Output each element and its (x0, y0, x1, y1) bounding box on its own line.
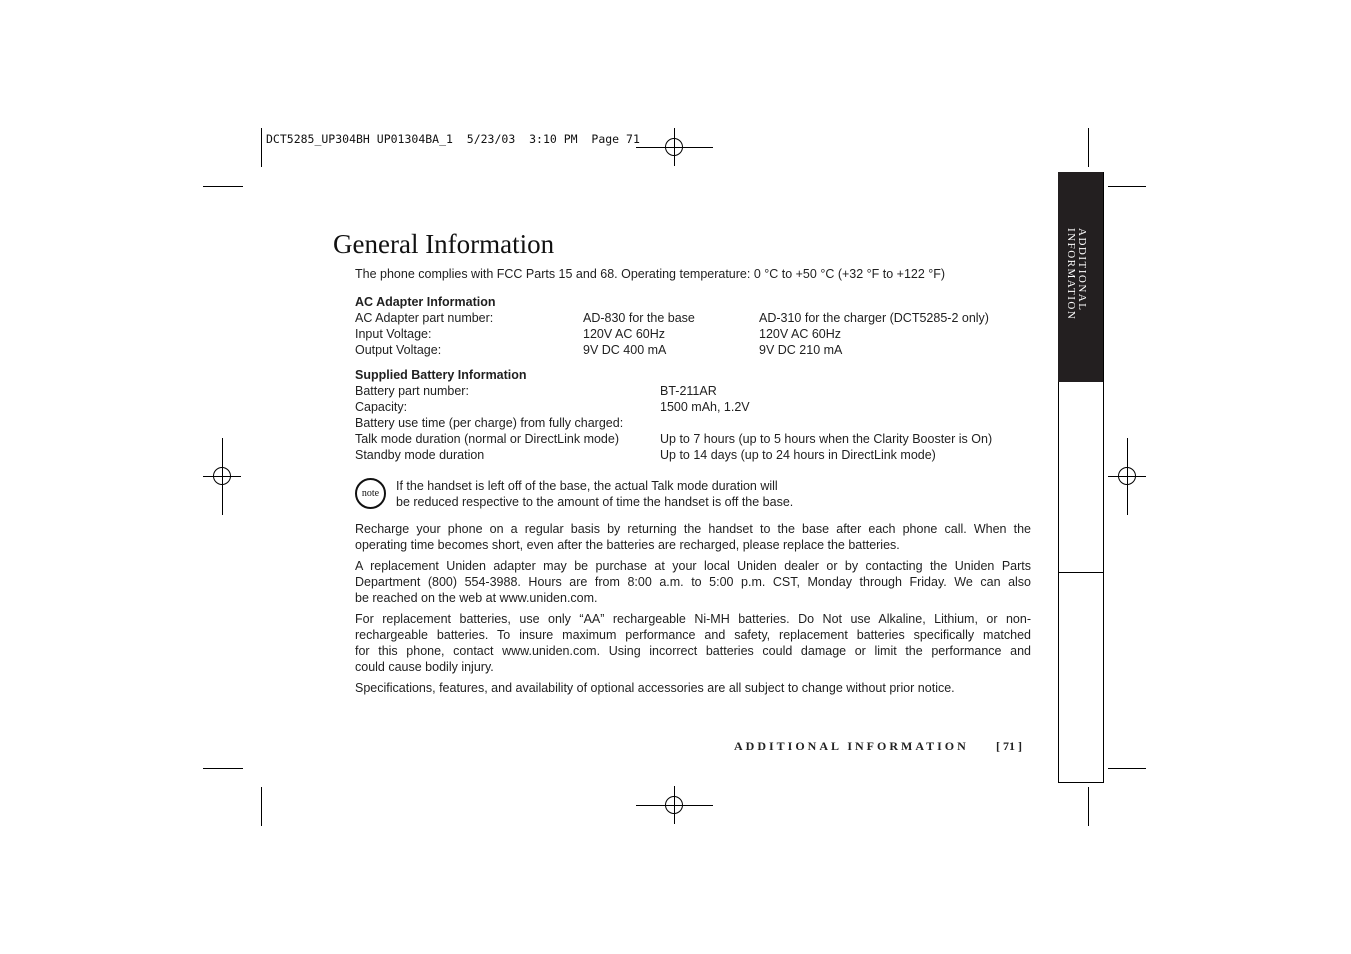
battery-row-label: Standby mode duration (355, 448, 485, 462)
paragraph-line: rechargeable batteries. To insure maximum performance and safety, replacement batteries specifically matched (355, 628, 1031, 642)
print-header: DCT5285_UP304BH UP01304BA_1 5/23/03 3:10 PM Page 71 (266, 132, 640, 146)
note-icon (355, 478, 386, 509)
battery-row-label: Battery use time (per charge) from fully charged: (355, 416, 624, 430)
note-icon-label: note (361, 488, 380, 499)
ac-row-base: AD-830 for the base (583, 311, 695, 325)
crop-mark (1108, 186, 1146, 187)
paragraph-replacement-batteries (355, 611, 1031, 675)
crop-mark (203, 186, 243, 187)
paragraph-line: operating time becomes short, even after the batteries are recharged, please replace the batteries. (355, 538, 900, 552)
ac-row-charger: 9V DC 210 mA (759, 343, 843, 357)
paragraph-line: Recharge your phone on a regular basis by returning the handset to the base after each phone call. When the (355, 522, 1031, 536)
ac-row-base: 9V DC 400 mA (583, 343, 667, 357)
side-tab-line1: ADDITIONAL (1076, 228, 1088, 312)
battery-row-value: 1500 mAh, 1.2V (660, 400, 750, 414)
paragraph-line: could cause bodily injury. (355, 660, 494, 674)
battery-heading: Supplied Battery Information (355, 368, 527, 382)
crop-mark (1088, 128, 1089, 167)
intro-text: The phone complies with FCC Parts 15 and 68. Operating temperature: 0 °C to +50 °C (+32 °F to +122 °F) (355, 267, 946, 281)
note-line: If the handset is left off of the base, the actual Talk mode duration will (396, 479, 778, 493)
crop-mark (1088, 787, 1089, 826)
ac-row-label: AC Adapter part number: (355, 311, 494, 325)
ac-row-base: 120V AC 60Hz (583, 327, 665, 341)
paragraph-line: Specifications, features, and availability of optional accessories are all subject to change without prior notice. (355, 681, 955, 695)
ac-row-charger: AD-310 for the charger (DCT5285-2 only) (759, 311, 989, 325)
side-tab-label (1059, 228, 1089, 338)
battery-row-value: BT-211AR (660, 384, 717, 398)
battery-row-label: Battery part number: (355, 384, 469, 398)
note-line: be reduced respective to the amount of time the handset is off the base. (396, 495, 794, 509)
ac-adapter-heading: AC Adapter Information (355, 295, 496, 309)
crop-mark (203, 768, 243, 769)
crop-mark (261, 787, 262, 826)
battery-row-value: Up to 14 days (up to 24 hours in DirectLink mode) (660, 448, 936, 462)
paragraph-line: be reached on the web at www.uniden.com. (355, 591, 598, 605)
paragraph-recharge (355, 521, 1031, 553)
page-title: General Information (333, 229, 555, 259)
footer-section-label: ADDITIONAL INFORMATION (734, 739, 969, 753)
crop-mark (261, 128, 262, 167)
ac-row-label: Output Voltage: (355, 343, 442, 357)
battery-row-value: Up to 7 hours (up to 5 hours when the Clarity Booster is On) (660, 432, 993, 446)
paragraph-line: Department (800) 554-3988. Hours are from 8:00 a.m. to 5:00 p.m. CST, Monday through Friday. We can also (355, 575, 1031, 589)
paragraph-line: A replacement Uniden adapter may be purchase at your local Uniden dealer or by contacting the Uniden Parts (355, 559, 1031, 573)
ac-row-charger: 120V AC 60Hz (759, 327, 841, 341)
paragraph-specifications (355, 680, 1031, 696)
paragraph-replacement-adapter (355, 558, 1031, 606)
paragraph-line: For replacement batteries, use only “AA” rechargeable Ni-MH batteries. Do Not use Alkaline, Lithium, or non- (355, 612, 1031, 626)
page-number: [ 71 ] (996, 739, 1022, 753)
side-tab-divider (1058, 572, 1103, 573)
battery-row-label: Talk mode duration (normal or DirectLink mode) (355, 432, 619, 446)
crop-mark (1108, 768, 1146, 769)
battery-row-label: Capacity: (355, 400, 408, 414)
paragraph-line: for this phone, contact www.uniden.com. Using incorrect batteries could damage or limit the performance and (355, 644, 1031, 658)
side-tab-line2: INFORMATION (1065, 228, 1077, 321)
ac-row-label: Input Voltage: (355, 327, 432, 341)
